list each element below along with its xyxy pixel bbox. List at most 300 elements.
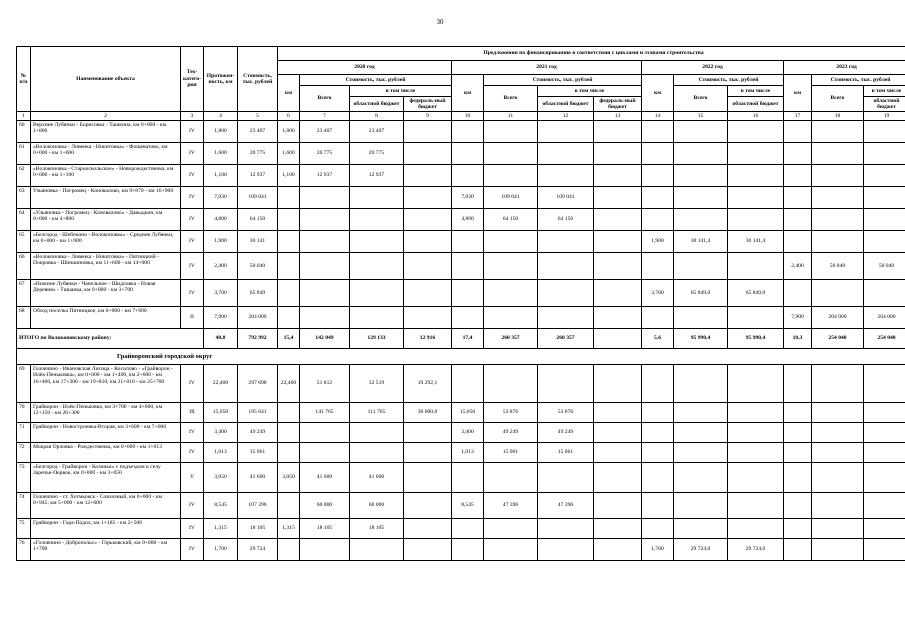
cell-c11 (484, 463, 538, 493)
header-regional: областной бюджет (864, 97, 905, 112)
cell-c6 (278, 231, 300, 253)
header-year-2022: 2022 год (642, 61, 784, 75)
cell-cost: 195 641 (238, 403, 278, 423)
cell-c14 (642, 423, 674, 443)
row-number: 68 (17, 307, 31, 329)
header-in-that: в том числе (350, 86, 452, 97)
cell-c17 (784, 231, 812, 253)
cell-c13 (594, 231, 642, 253)
cell-c8: 20 775 (350, 143, 404, 165)
cell-c12 (538, 253, 594, 280)
header-no: № п/п (17, 47, 31, 112)
cell-c16 (728, 443, 784, 463)
cell-c8: 60 000 (350, 493, 404, 519)
financing-table (16, 46, 905, 561)
cell-c16 (728, 253, 784, 280)
cell-c6 (278, 307, 300, 329)
cell-c15: 30 141,4 (674, 231, 728, 253)
cell-c14 (642, 493, 674, 519)
cell-c15 (674, 307, 728, 329)
cell-len: 4,800 (204, 209, 238, 231)
cell-c10 (452, 231, 484, 253)
cell-c7 (300, 253, 350, 280)
table-row (17, 165, 905, 187)
cell-c10 (452, 165, 484, 187)
cell-cost: 50 040 (238, 253, 278, 280)
cell-c18: 204 000 (812, 307, 864, 329)
cell-c8: 32 519 (350, 365, 404, 403)
cell-c7 (300, 209, 350, 231)
object-name: «Белгород - Шебекино - Волоконовка» - Средние Лубянки, км 0+000 - км 1+900 (31, 231, 181, 253)
cell-c17 (784, 519, 812, 539)
header-km: км (452, 75, 484, 112)
cell-c10 (452, 307, 484, 329)
cell-len: 3,700 (204, 280, 238, 307)
cell-c9 (404, 307, 452, 329)
cell-c14: 1,900 (642, 231, 674, 253)
cell-c17 (784, 143, 812, 165)
cell-c8: 41 600 (350, 463, 404, 493)
table-row (17, 423, 905, 443)
cell-c7: 51 812 (300, 365, 350, 403)
cell-c14 (642, 403, 674, 423)
cell-len: 1,100 (204, 165, 238, 187)
cell-len: 1,600 (204, 143, 238, 165)
header-financing: Предложения по финансированию в соответствии с циклами и этапами строительства (278, 47, 905, 61)
cell-cost: 12 937 (238, 165, 278, 187)
header-cost-rub: Стоимость, тыс. рублей (674, 75, 784, 86)
section-row (17, 349, 905, 365)
header-km: км (784, 75, 812, 112)
cell-c16 (728, 209, 784, 231)
cell-c9 (404, 121, 452, 143)
cell-c15: 29 724,0 (674, 539, 728, 561)
cell-cost: 41 600 (238, 463, 278, 493)
cell-c10 (452, 143, 484, 165)
cell-c8: 18 105 (350, 519, 404, 539)
object-name: Грайворон - Гора-Подол, км 1+185 - км 2+500 (31, 519, 181, 539)
cell-c9 (404, 519, 452, 539)
cell-c15 (674, 423, 728, 443)
column-number: 12 (538, 112, 594, 121)
cell-c7: 141 765 (300, 403, 350, 423)
cell-c8: 111 765 (350, 403, 404, 423)
cell-c12 (538, 365, 594, 403)
table-row (17, 443, 905, 463)
cell-c16 (728, 403, 784, 423)
cell-len: 2,400 (204, 253, 238, 280)
cell-c12: 49 249 (538, 423, 594, 443)
header-regional: областной бюджет (538, 97, 594, 112)
cell-c13 (594, 121, 642, 143)
header-in-that: в том числе (728, 86, 784, 97)
object-name: Головчино - Ивановская Лисица - Косилово - «Грайворон - Илёк-Пеньковка», км 0+000 - км 1+400, км 2+600 - км 16+400, км 17+300 - км 19+810, км 21+010 - км 25+700 (31, 365, 181, 403)
cell-c12 (538, 165, 594, 187)
cell-c18 (812, 280, 864, 307)
header-year-2023: 2023 год (784, 61, 905, 75)
cell-cost: 107 396 (238, 493, 278, 519)
cell-c14 (642, 143, 674, 165)
total-c15: 95 990,4 (674, 329, 728, 349)
cell-c10 (452, 365, 484, 403)
table-header (17, 47, 905, 112)
column-number: 15 (674, 112, 728, 121)
total-c10: 17,4 (452, 329, 484, 349)
cell-c9: 30 000,0 (404, 403, 452, 423)
cell-c15 (674, 143, 728, 165)
header-total: Всего (812, 86, 864, 112)
cell-c7 (300, 443, 350, 463)
cell-c14 (642, 121, 674, 143)
cell-c16 (728, 365, 784, 403)
cell-len: 8,545 (204, 493, 238, 519)
table-row (17, 463, 905, 493)
cell-c16 (728, 519, 784, 539)
cell-c19 (864, 165, 905, 187)
cell-c9 (404, 280, 452, 307)
cell-c12: 15 061 (538, 443, 594, 463)
cell-c16 (728, 165, 784, 187)
total-c7: 142 049 (300, 329, 350, 349)
cell-c12 (538, 143, 594, 165)
cell-c17 (784, 165, 812, 187)
cell-c19 (864, 187, 905, 209)
cell-c6 (278, 493, 300, 519)
cell-c10: 7,030 (452, 187, 484, 209)
cell-c6: 22,400 (278, 365, 300, 403)
cell-c19 (864, 121, 905, 143)
cell-c9 (404, 143, 452, 165)
cell-cost: 18 105 (238, 519, 278, 539)
cell-cat: IV (181, 519, 204, 539)
header-regional: областной бюджет (728, 97, 784, 112)
cell-c14: 1,700 (642, 539, 674, 561)
cell-c6 (278, 253, 300, 280)
header-total: Всего (674, 86, 728, 112)
header-in-that: в том числе (538, 86, 642, 97)
row-number: 69 (17, 365, 31, 403)
cell-c12 (538, 519, 594, 539)
object-name: Верхние Лубянки - Борисовка - Ташкина, км 0+000 - км 1+800 (31, 121, 181, 143)
total-c8: 129 133 (350, 329, 404, 349)
cell-cat: IV (181, 365, 204, 403)
cell-c11: 109 041 (484, 187, 538, 209)
cell-c11: 15 061 (484, 443, 538, 463)
cell-c14 (642, 443, 674, 463)
row-number: 60 (17, 121, 31, 143)
cell-c11 (484, 143, 538, 165)
cell-c6 (278, 209, 300, 231)
header-total: Всего (300, 86, 350, 112)
cell-c6: 1,800 (278, 121, 300, 143)
cell-c10: 8,545 (452, 493, 484, 519)
cell-cost: 29 724 (238, 539, 278, 561)
cell-c19 (864, 209, 905, 231)
cell-c14 (642, 253, 674, 280)
total-c11: 260 357 (484, 329, 538, 349)
cell-c8 (350, 209, 404, 231)
cell-c12: 47 396 (538, 493, 594, 519)
cell-c14 (642, 519, 674, 539)
cell-c11 (484, 121, 538, 143)
cell-c9 (404, 187, 452, 209)
cell-c15 (674, 493, 728, 519)
total-c6: 15,4 (278, 329, 300, 349)
cell-c9 (404, 443, 452, 463)
cell-c14: 3,700 (642, 280, 674, 307)
cell-c15 (674, 253, 728, 280)
cell-cat: IV (181, 493, 204, 519)
cell-c16 (728, 121, 784, 143)
table-row (17, 307, 905, 329)
cell-c16 (728, 463, 784, 493)
cell-c13 (594, 143, 642, 165)
table-row (17, 209, 905, 231)
cell-c18 (812, 519, 864, 539)
cell-c8: 23 407 (350, 121, 404, 143)
cell-cat: IV (181, 280, 204, 307)
cell-c6 (278, 443, 300, 463)
cell-c16 (728, 187, 784, 209)
row-number: 62 (17, 165, 31, 187)
cell-c11 (484, 165, 538, 187)
cell-cost: 15 061 (238, 443, 278, 463)
cell-len: 22,400 (204, 365, 238, 403)
cell-c12: 53 876 (538, 403, 594, 423)
cell-c15 (674, 365, 728, 403)
cell-c14 (642, 209, 674, 231)
cell-c14 (642, 365, 674, 403)
total-c14: 5,6 (642, 329, 674, 349)
cell-c15 (674, 165, 728, 187)
column-number: 19 (864, 112, 905, 121)
header-length: Протяжен-ность, км (204, 47, 238, 112)
cell-c10 (452, 463, 484, 493)
cell-c15 (674, 121, 728, 143)
cell-cost: 109 041 (238, 187, 278, 209)
cell-c8 (350, 187, 404, 209)
cell-c18 (812, 443, 864, 463)
cell-c8 (350, 231, 404, 253)
cell-c12 (538, 539, 594, 561)
cell-c11: 53 876 (484, 403, 538, 423)
cell-c6 (278, 403, 300, 423)
cell-c7: 23 407 (300, 121, 350, 143)
cell-c17 (784, 280, 812, 307)
cell-c19 (864, 403, 905, 423)
column-number: 4 (204, 112, 238, 121)
cell-c13 (594, 539, 642, 561)
cell-c17: 2,400 (784, 253, 812, 280)
cell-c17 (784, 443, 812, 463)
cell-c17 (784, 187, 812, 209)
object-name: «Головчино - Добропольс» - Горьковский, км 0+000 - км 1+700 (31, 539, 181, 561)
cell-c8 (350, 253, 404, 280)
object-name: Ульяновка - Погромец - Коновалово, км 9+870 - км 16+900 (31, 187, 181, 209)
cell-c16: 30 141,4 (728, 231, 784, 253)
object-name: «Ульяновка - Погромец - Коновалово» - Давыдкин, км 0+000 - км 4+800 (31, 209, 181, 231)
total-label: ИТОГО по Волоконовскому району: (17, 329, 204, 349)
cell-c11 (484, 519, 538, 539)
cell-c19 (864, 280, 905, 307)
row-number: 75 (17, 519, 31, 539)
object-name: Обход поселка Пятницкое, км 0+000 - км 7+900 (31, 307, 181, 329)
header-year-2021: 2021 год (452, 61, 642, 75)
cell-c10 (452, 121, 484, 143)
row-number: 61 (17, 143, 31, 165)
total-c9: 12 916 (404, 329, 452, 349)
cell-c19 (864, 423, 905, 443)
object-name: «Белгород - Грайворон - Козинка» с подъездом к селу Заречье-Первое, км 0+000 - км 3+050 (31, 463, 181, 493)
cell-c15 (674, 403, 728, 423)
cell-len: 7,030 (204, 187, 238, 209)
cell-c14 (642, 165, 674, 187)
cell-c7: 41 600 (300, 463, 350, 493)
cell-len: 1,013 (204, 443, 238, 463)
cell-c18 (812, 209, 864, 231)
row-number: 64 (17, 209, 31, 231)
cell-c14 (642, 187, 674, 209)
cell-cat: IV (181, 443, 204, 463)
cell-c17 (784, 121, 812, 143)
cell-c12 (538, 280, 594, 307)
cell-c13 (594, 403, 642, 423)
cell-c19 (864, 143, 905, 165)
cell-c19 (864, 443, 905, 463)
cell-c9 (404, 539, 452, 561)
cell-len: 7,900 (204, 307, 238, 329)
cell-c9 (404, 423, 452, 443)
cell-c16: 65 849,0 (728, 280, 784, 307)
cell-c17 (784, 209, 812, 231)
total-row (17, 329, 905, 349)
cell-c8 (350, 307, 404, 329)
cell-c8 (350, 443, 404, 463)
cell-c6 (278, 423, 300, 443)
row-number: 71 (17, 423, 31, 443)
cell-c18 (812, 187, 864, 209)
header-cost-rub: Стоимость, тыс. рублей (812, 75, 905, 86)
cell-cat: IV (181, 143, 204, 165)
table-row (17, 539, 905, 561)
cell-c6: 1,100 (278, 165, 300, 187)
header-regional: областной бюджет (350, 97, 404, 112)
table-row (17, 231, 905, 253)
page-number: 30 (436, 18, 444, 26)
cell-cat: IV (181, 423, 204, 443)
cell-c17 (784, 539, 812, 561)
cell-cost: 204 000 (238, 307, 278, 329)
cell-cost: 64 150 (238, 209, 278, 231)
cell-c19 (864, 519, 905, 539)
cell-c10: 15,050 (452, 403, 484, 423)
cell-c13 (594, 165, 642, 187)
header-cost: Стоимость, тыс. рублей (238, 47, 278, 112)
cell-cost: 297 698 (238, 365, 278, 403)
cell-c9 (404, 253, 452, 280)
cell-c18 (812, 539, 864, 561)
cell-c17 (784, 403, 812, 423)
cell-c6: 1,600 (278, 143, 300, 165)
cell-c7: 60 000 (300, 493, 350, 519)
cell-c18 (812, 365, 864, 403)
cell-c18 (812, 423, 864, 443)
header-category: Тех-катего-рия (181, 47, 204, 112)
column-number: 16 (728, 112, 784, 121)
cell-c12 (538, 121, 594, 143)
cell-c6: 1,315 (278, 519, 300, 539)
table-row (17, 121, 905, 143)
cell-c8 (350, 423, 404, 443)
header-year-2020: 2020 год (278, 61, 452, 75)
cell-c16 (728, 423, 784, 443)
cell-c16 (728, 493, 784, 519)
column-number: 8 (350, 112, 404, 121)
column-number: 9 (404, 112, 452, 121)
cell-c11: 49 249 (484, 423, 538, 443)
header-federal: федераль-ный бюджет (404, 97, 452, 112)
cell-c11: 47 396 (484, 493, 538, 519)
cell-c18 (812, 121, 864, 143)
cell-c10 (452, 519, 484, 539)
object-name: «Волоконовка - Старооскольское» - Новорождественка, км 0+000 - км 1+100 (31, 165, 181, 187)
cell-c9 (404, 493, 452, 519)
row-number: 76 (17, 539, 31, 561)
table-row (17, 519, 905, 539)
cell-len: 1,315 (204, 519, 238, 539)
header-cost-rub: Стоимость, тыс. рублей (484, 75, 642, 86)
cell-c17: 7,900 (784, 307, 812, 329)
column-number: 11 (484, 112, 538, 121)
cell-c13 (594, 253, 642, 280)
cell-c11 (484, 280, 538, 307)
cell-cost: 65 849 (238, 280, 278, 307)
cell-cost: 30 141 (238, 231, 278, 253)
total-c16: 95 990,4 (728, 329, 784, 349)
column-number: 14 (642, 112, 674, 121)
row-number: 72 (17, 443, 31, 463)
cell-len: 3,050 (204, 463, 238, 493)
cell-c19 (864, 493, 905, 519)
row-number: 73 (17, 463, 31, 493)
cell-c13 (594, 493, 642, 519)
object-name: Головчино - ст. Хотмыжск - Совхозный, км 0+000 - км 0+945; км 5+000 - км 12+600 (31, 493, 181, 519)
total-c18: 254 040 (812, 329, 864, 349)
cell-cost: 20 775 (238, 143, 278, 165)
header-name: Наименование объекта (31, 47, 181, 112)
cell-c10 (452, 253, 484, 280)
cell-cat: IV (181, 165, 204, 187)
cell-c15 (674, 443, 728, 463)
cell-c11 (484, 539, 538, 561)
cell-c13 (594, 187, 642, 209)
cell-c9: 19 292,1 (404, 365, 452, 403)
header-in-that: в том числе (864, 86, 905, 97)
cell-c14 (642, 463, 674, 493)
cell-c12 (538, 463, 594, 493)
column-number-row (17, 112, 905, 121)
cell-c18 (812, 493, 864, 519)
cell-c17 (784, 423, 812, 443)
cell-c8 (350, 539, 404, 561)
column-number: 1 (17, 112, 31, 121)
cell-c19: 204 000 (864, 307, 905, 329)
cell-c11 (484, 253, 538, 280)
cell-c7: 12 937 (300, 165, 350, 187)
cell-c15 (674, 187, 728, 209)
object-name: «Волоконовка - Ливенка - Никитовка» - Пятницкий - Покровка - Шиншиновка, км 11+600 - км 14+000 (31, 253, 181, 280)
table-row (17, 365, 905, 403)
